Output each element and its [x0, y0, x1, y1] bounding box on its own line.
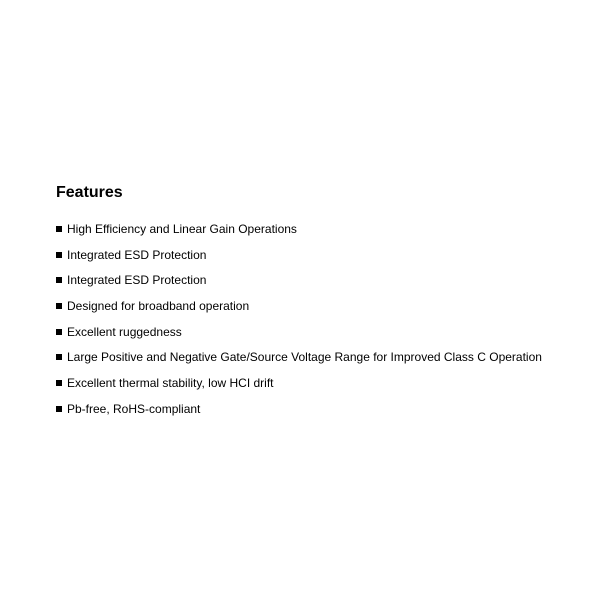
- features-heading: Features: [56, 184, 123, 201]
- feature-text: Excellent thermal stability, low HCI drift: [67, 375, 274, 390]
- feature-text: Designed for broadband operation: [67, 298, 250, 313]
- square-bullet-icon: [56, 354, 62, 360]
- feature-item: [56, 370, 586, 396]
- feature-item: [56, 242, 586, 268]
- feature-text: Large Positive and Negative Gate/Source Voltage Range for Improved Class C Operation: [67, 350, 542, 365]
- feature-item: [56, 344, 586, 370]
- feature-item: [56, 396, 586, 422]
- feature-item: [56, 267, 586, 293]
- feature-text: Integrated ESD Protection: [67, 247, 207, 262]
- feature-item: [56, 216, 586, 242]
- square-bullet-icon: [56, 380, 62, 386]
- feature-text: High Efficiency and Linear Gain Operations: [67, 221, 297, 236]
- feature-text: Integrated ESD Protection: [67, 273, 207, 288]
- square-bullet-icon: [56, 303, 62, 309]
- square-bullet-icon: [56, 406, 62, 412]
- feature-item: [56, 319, 586, 345]
- feature-list: [56, 216, 586, 422]
- square-bullet-icon: [56, 277, 62, 283]
- features-section: [56, 183, 586, 416]
- square-bullet-icon: [56, 329, 62, 335]
- feature-text: Pb-free, RoHS-compliant: [67, 401, 201, 416]
- square-bullet-icon: [56, 226, 62, 232]
- feature-text: Excellent ruggedness: [67, 324, 182, 339]
- feature-item: [56, 293, 586, 319]
- square-bullet-icon: [56, 252, 62, 258]
